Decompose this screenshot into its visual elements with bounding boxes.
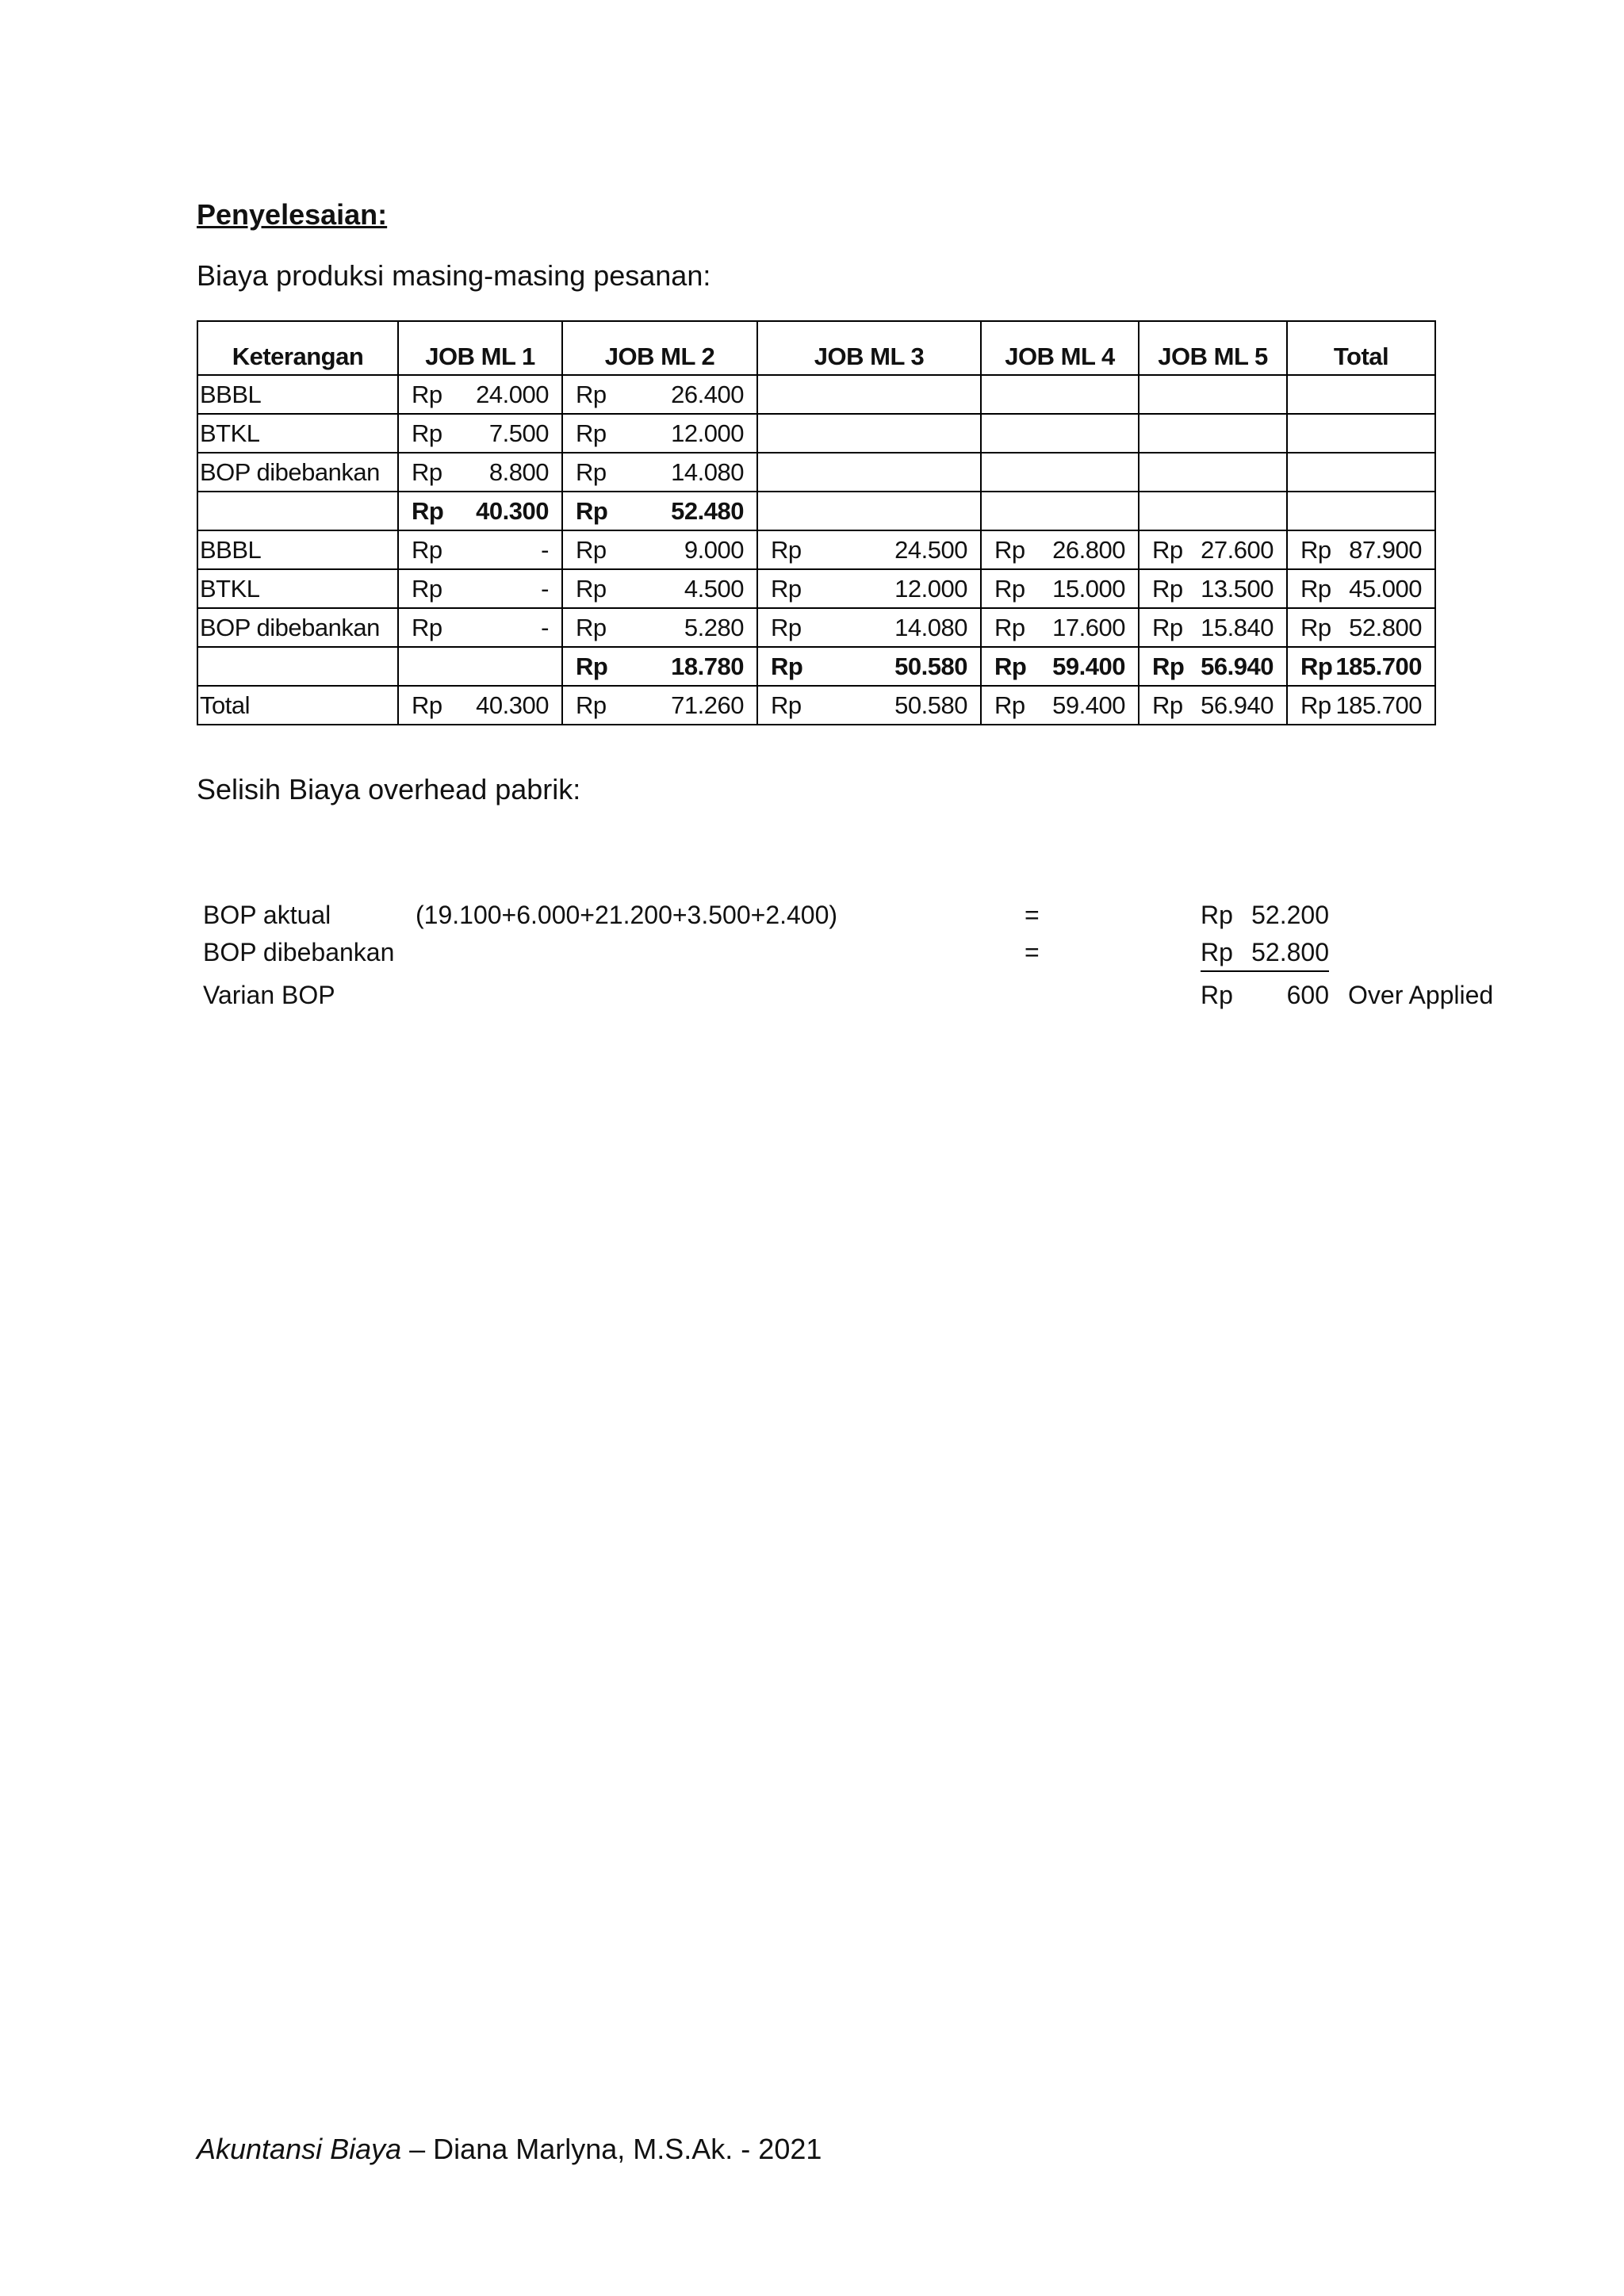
currency-label: Rp xyxy=(412,380,442,408)
table-header-row xyxy=(197,321,1435,375)
bop-actual-label: BOP aktual xyxy=(203,901,331,929)
amount-value: 52.480 xyxy=(671,496,744,525)
currency-label: Rp xyxy=(1152,652,1185,680)
table-cell xyxy=(981,492,1139,530)
table-cell xyxy=(757,608,981,647)
table-cell xyxy=(1139,569,1287,608)
bop-actual-currency: Rp xyxy=(1201,901,1233,929)
amount-value: 71.260 xyxy=(671,691,744,719)
table-cell xyxy=(1287,530,1435,569)
amount-value: 56.940 xyxy=(1201,691,1274,719)
amount-value: 9.000 xyxy=(684,535,744,564)
intro-text: Biaya produksi masing-masing pesanan: xyxy=(197,259,711,292)
bop-applied-value: 52.800 xyxy=(1251,938,1329,966)
amount-value: 24.000 xyxy=(476,380,549,408)
amount-value: 14.080 xyxy=(894,613,967,641)
table-cell xyxy=(398,647,562,686)
amount-value: 8.800 xyxy=(488,457,549,486)
table-row xyxy=(197,608,1435,647)
row-label: Total xyxy=(197,686,398,725)
currency-label: Rp xyxy=(994,574,1025,603)
table-row xyxy=(197,492,1435,530)
row-label: BTKL xyxy=(197,414,398,453)
currency-label: Rp xyxy=(412,613,442,641)
bop-actual-formula: (19.100+6.000+21.200+3.500+2.400) xyxy=(416,901,838,929)
amount-value: 40.300 xyxy=(476,691,549,719)
table-cell xyxy=(1287,453,1435,492)
table-cell xyxy=(562,414,757,453)
table-cell xyxy=(562,647,757,686)
table-cell xyxy=(1139,647,1287,686)
table-cell xyxy=(398,453,562,492)
currency-label: Rp xyxy=(1152,613,1183,641)
table-cell xyxy=(1287,569,1435,608)
currency-label: Rp xyxy=(1152,574,1183,603)
amount-value: 24.500 xyxy=(894,535,967,564)
table-cell xyxy=(562,569,757,608)
table-cell xyxy=(757,686,981,725)
currency-label: Rp xyxy=(576,496,608,525)
footer-book-title: Akuntansi Biaya xyxy=(197,2133,402,2165)
amount-value: 4.500 xyxy=(684,574,744,603)
table-row xyxy=(197,375,1435,414)
header-job-ml-5: JOB ML 5 xyxy=(1139,321,1287,375)
amount-value: 56.940 xyxy=(1201,652,1274,680)
currency-label: Rp xyxy=(576,691,607,719)
amount-value: 14.080 xyxy=(671,457,744,486)
currency-label: Rp xyxy=(576,535,607,564)
currency-label: Rp xyxy=(412,574,442,603)
header-keterangan: Keterangan xyxy=(197,321,398,375)
currency-label: Rp xyxy=(1300,652,1333,680)
table-cell xyxy=(562,375,757,414)
cost-table xyxy=(197,320,1436,725)
amount-value: 26.800 xyxy=(1052,535,1125,564)
bop-variance-label: Varian BOP xyxy=(203,981,335,1009)
amount-value: - xyxy=(541,574,549,603)
amount-value: 26.400 xyxy=(671,380,744,408)
table-cell xyxy=(981,375,1139,414)
currency-label: Rp xyxy=(994,652,1027,680)
table-cell xyxy=(1139,375,1287,414)
currency-label: Rp xyxy=(412,535,442,564)
section-heading: Penyelesaian: xyxy=(197,198,388,231)
amount-value: 12.000 xyxy=(894,574,967,603)
table-body xyxy=(197,375,1435,725)
currency-label: Rp xyxy=(771,613,802,641)
currency-label: Rp xyxy=(576,574,607,603)
table-cell xyxy=(981,453,1139,492)
table-cell xyxy=(757,569,981,608)
table-cell xyxy=(398,375,562,414)
row-label: BBBL xyxy=(197,530,398,569)
table-cell xyxy=(398,530,562,569)
table-cell xyxy=(981,686,1139,725)
row-label: BBBL xyxy=(197,375,398,414)
currency-label: Rp xyxy=(771,535,802,564)
header-job-ml-2: JOB ML 2 xyxy=(562,321,757,375)
table-cell xyxy=(398,608,562,647)
table-row xyxy=(197,686,1435,725)
currency-label: Rp xyxy=(1300,535,1331,564)
currency-label: Rp xyxy=(576,419,607,447)
table-cell xyxy=(981,647,1139,686)
currency-label: Rp xyxy=(576,380,607,408)
amount-value: 87.900 xyxy=(1349,535,1422,564)
header-total: Total xyxy=(1287,321,1435,375)
bop-actual-equals: = xyxy=(1025,901,1040,929)
amount-value: 59.400 xyxy=(1052,652,1125,680)
table-cell xyxy=(1287,608,1435,647)
table-cell xyxy=(757,492,981,530)
amount-value: 5.280 xyxy=(684,613,744,641)
table-cell xyxy=(981,414,1139,453)
bop-variance-currency: Rp xyxy=(1201,981,1233,1009)
table-cell xyxy=(1139,608,1287,647)
table-cell xyxy=(1139,686,1287,725)
amount-value: 52.800 xyxy=(1349,613,1422,641)
table-cell xyxy=(757,647,981,686)
table-cell xyxy=(562,492,757,530)
row-label xyxy=(197,492,398,530)
section-title-variance: Selisih Biaya overhead pabrik: xyxy=(197,773,581,806)
header-job-ml-3: JOB ML 3 xyxy=(757,321,981,375)
footer-author: – Diana Marlyna, M.S.Ak. - 2021 xyxy=(401,2133,822,2165)
bop-applied-equals: = xyxy=(1025,938,1040,966)
amount-value: 13.500 xyxy=(1201,574,1274,603)
amount-value: 15.000 xyxy=(1052,574,1125,603)
table-row xyxy=(197,569,1435,608)
header-job-ml-4: JOB ML 4 xyxy=(981,321,1139,375)
subtotal-underline xyxy=(1201,970,1329,972)
table-cell xyxy=(757,375,981,414)
amount-value: 45.000 xyxy=(1349,574,1422,603)
amount-value: 7.500 xyxy=(488,419,549,447)
table-cell xyxy=(562,453,757,492)
currency-label: Rp xyxy=(1300,574,1331,603)
amount-value: - xyxy=(541,613,549,641)
table-cell xyxy=(398,569,562,608)
table-row xyxy=(197,647,1435,686)
amount-value: 185.700 xyxy=(1335,652,1422,680)
currency-label: Rp xyxy=(771,691,802,719)
currency-label: Rp xyxy=(994,613,1025,641)
amount-value: 17.600 xyxy=(1052,613,1125,641)
row-label: BOP dibebankan xyxy=(197,608,398,647)
amount-value: - xyxy=(541,535,549,564)
currency-label: Rp xyxy=(1152,535,1183,564)
table-cell xyxy=(757,530,981,569)
currency-label: Rp xyxy=(412,457,442,486)
amount-value: 50.580 xyxy=(894,691,967,719)
amount-value: 50.580 xyxy=(894,652,967,680)
currency-label: Rp xyxy=(994,535,1025,564)
currency-label: Rp xyxy=(412,496,444,525)
table-row xyxy=(197,453,1435,492)
amount-value: 40.300 xyxy=(476,496,549,525)
currency-label: Rp xyxy=(576,613,607,641)
amount-value: 18.780 xyxy=(671,652,744,680)
table-cell xyxy=(1139,453,1287,492)
table-cell xyxy=(1139,492,1287,530)
table-cell xyxy=(1287,492,1435,530)
table-cell xyxy=(398,492,562,530)
bop-variance-value: 600 xyxy=(1286,981,1329,1009)
bop-actual-value: 52.200 xyxy=(1251,901,1329,929)
currency-label: Rp xyxy=(1300,691,1331,719)
table-cell xyxy=(562,608,757,647)
table-cell xyxy=(981,569,1139,608)
table-cell xyxy=(757,453,981,492)
bop-applied-currency: Rp xyxy=(1201,938,1233,966)
table-cell xyxy=(1287,647,1435,686)
currency-label: Rp xyxy=(412,419,442,447)
table-cell xyxy=(757,414,981,453)
table-cell xyxy=(1287,414,1435,453)
table-cell xyxy=(1287,375,1435,414)
page-footer xyxy=(197,2133,822,2166)
amount-value: 185.700 xyxy=(1335,691,1422,719)
amount-value: 15.840 xyxy=(1201,613,1274,641)
row-label: BOP dibebankan xyxy=(197,453,398,492)
table-cell xyxy=(1287,686,1435,725)
table-cell xyxy=(562,530,757,569)
table-row xyxy=(197,530,1435,569)
amount-value: 59.400 xyxy=(1052,691,1125,719)
row-label: BTKL xyxy=(197,569,398,608)
currency-label: Rp xyxy=(771,652,803,680)
amount-value: 12.000 xyxy=(671,419,744,447)
table-cell xyxy=(398,686,562,725)
header-job-ml-1: JOB ML 1 xyxy=(398,321,562,375)
bop-applied-label: BOP dibebankan xyxy=(203,938,395,966)
currency-label: Rp xyxy=(412,691,442,719)
table-cell xyxy=(981,608,1139,647)
table-cell xyxy=(981,530,1139,569)
currency-label: Rp xyxy=(771,574,802,603)
row-label xyxy=(197,647,398,686)
currency-label: Rp xyxy=(1152,691,1183,719)
table-cell xyxy=(1139,530,1287,569)
currency-label: Rp xyxy=(994,691,1025,719)
table-cell xyxy=(1139,414,1287,453)
currency-label: Rp xyxy=(1300,613,1331,641)
currency-label: Rp xyxy=(576,457,607,486)
amount-value: 27.600 xyxy=(1201,535,1274,564)
currency-label: Rp xyxy=(576,652,608,680)
bop-variance-note: Over Applied xyxy=(1348,981,1494,1009)
table-cell xyxy=(398,414,562,453)
table-cell xyxy=(562,686,757,725)
table-row xyxy=(197,414,1435,453)
